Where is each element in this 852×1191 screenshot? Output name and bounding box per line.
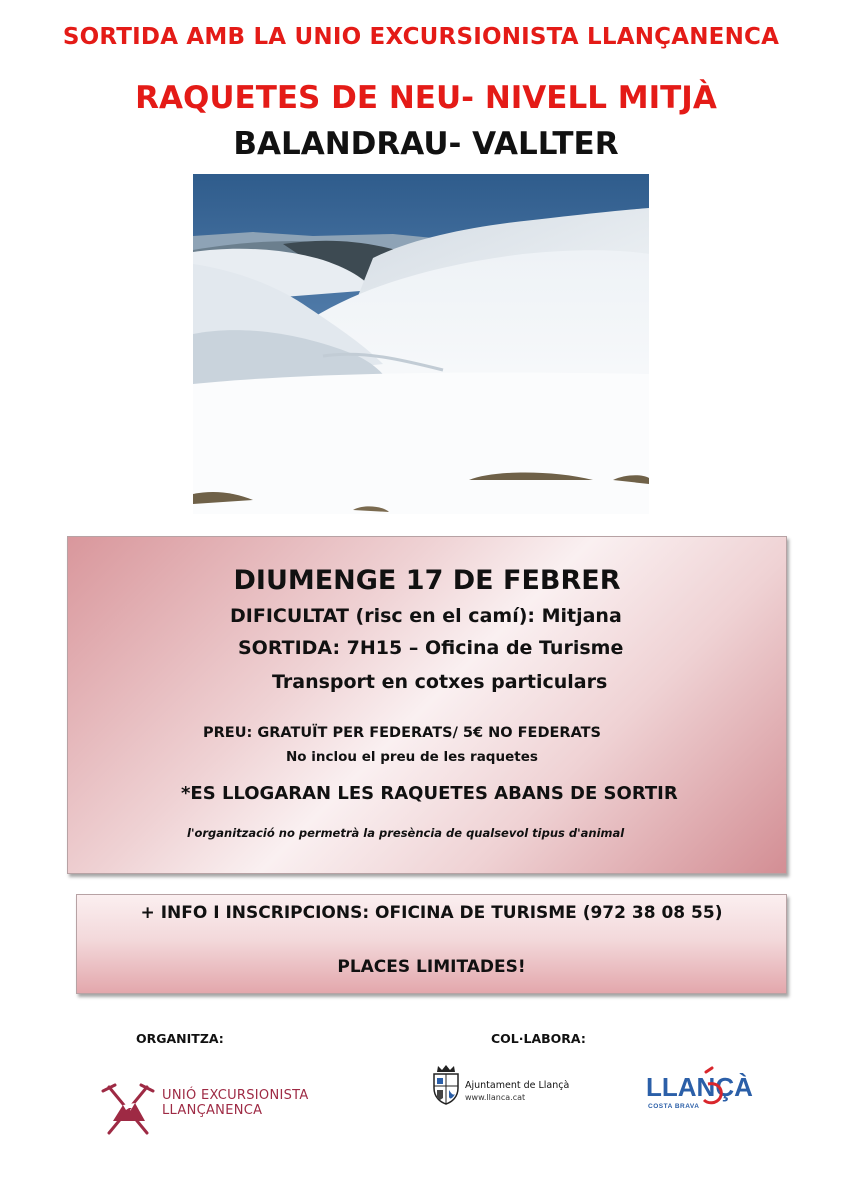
uel-name-line2: LLANÇANENCA [162,1103,263,1118]
departure-line: SORTIDA: 7H15 – Oficina de Turisme [238,637,624,659]
uel-name-line1: UNIÓ EXCURSIONISTA [162,1088,309,1103]
places-limited: PLACES LIMITADES! [337,957,526,977]
costa-brava-text: COSTA BRAVA [648,1103,700,1110]
info-line: + INFO I INSCRIPCIONS: OFICINA DE TURISME (972 38 08 55) [140,903,723,923]
ajuntament-name: Ajuntament de Llançà [465,1080,570,1091]
municipal-shield-icon [430,1064,462,1110]
rental-note: *ES LLOGARAN LES RAQUETES ABANS DE SORTIR [181,783,678,804]
header-activity-title: RAQUETES DE NEU- NIVELL MITJÀ [135,80,717,116]
llanca-costa-brava-logo [644,1066,753,1116]
llanca-brand-text: LLANÇÀ [646,1072,753,1102]
organitza-label: ORGANITZA: [136,1031,224,1046]
ajuntament-web: www.llanca.cat [465,1093,526,1102]
uel-name [162,1088,309,1118]
info-box [76,894,787,994]
difficulty-line: DIFICULTAT (risc en el camí): Mitjana [230,605,622,627]
transport-line: Transport en cotxes particulars [272,671,608,693]
snow-mountain-photo [193,174,649,514]
header-route-title: BALANDRAU- VALLTER [233,126,619,162]
animals-note: l'organització no permetrà la presència de qualsevol tipus d'animal [187,826,625,840]
price-line: PREU: GRATUÏT PER FEDERATS/ 5€ NO FEDERATS [203,725,601,741]
colabora-label: COL·LABORA: [491,1031,586,1046]
price-note: No inclou el preu de les raquetes [286,749,538,765]
event-details-box [67,536,787,874]
event-date: DIUMENGE 17 DE FEBRER [233,565,621,596]
header-organizer-title: SORTIDA AMB LA UNIO EXCURSIONISTA LLANÇANENCA [62,24,780,50]
ice-axes-mountain-icon [99,1081,157,1141]
